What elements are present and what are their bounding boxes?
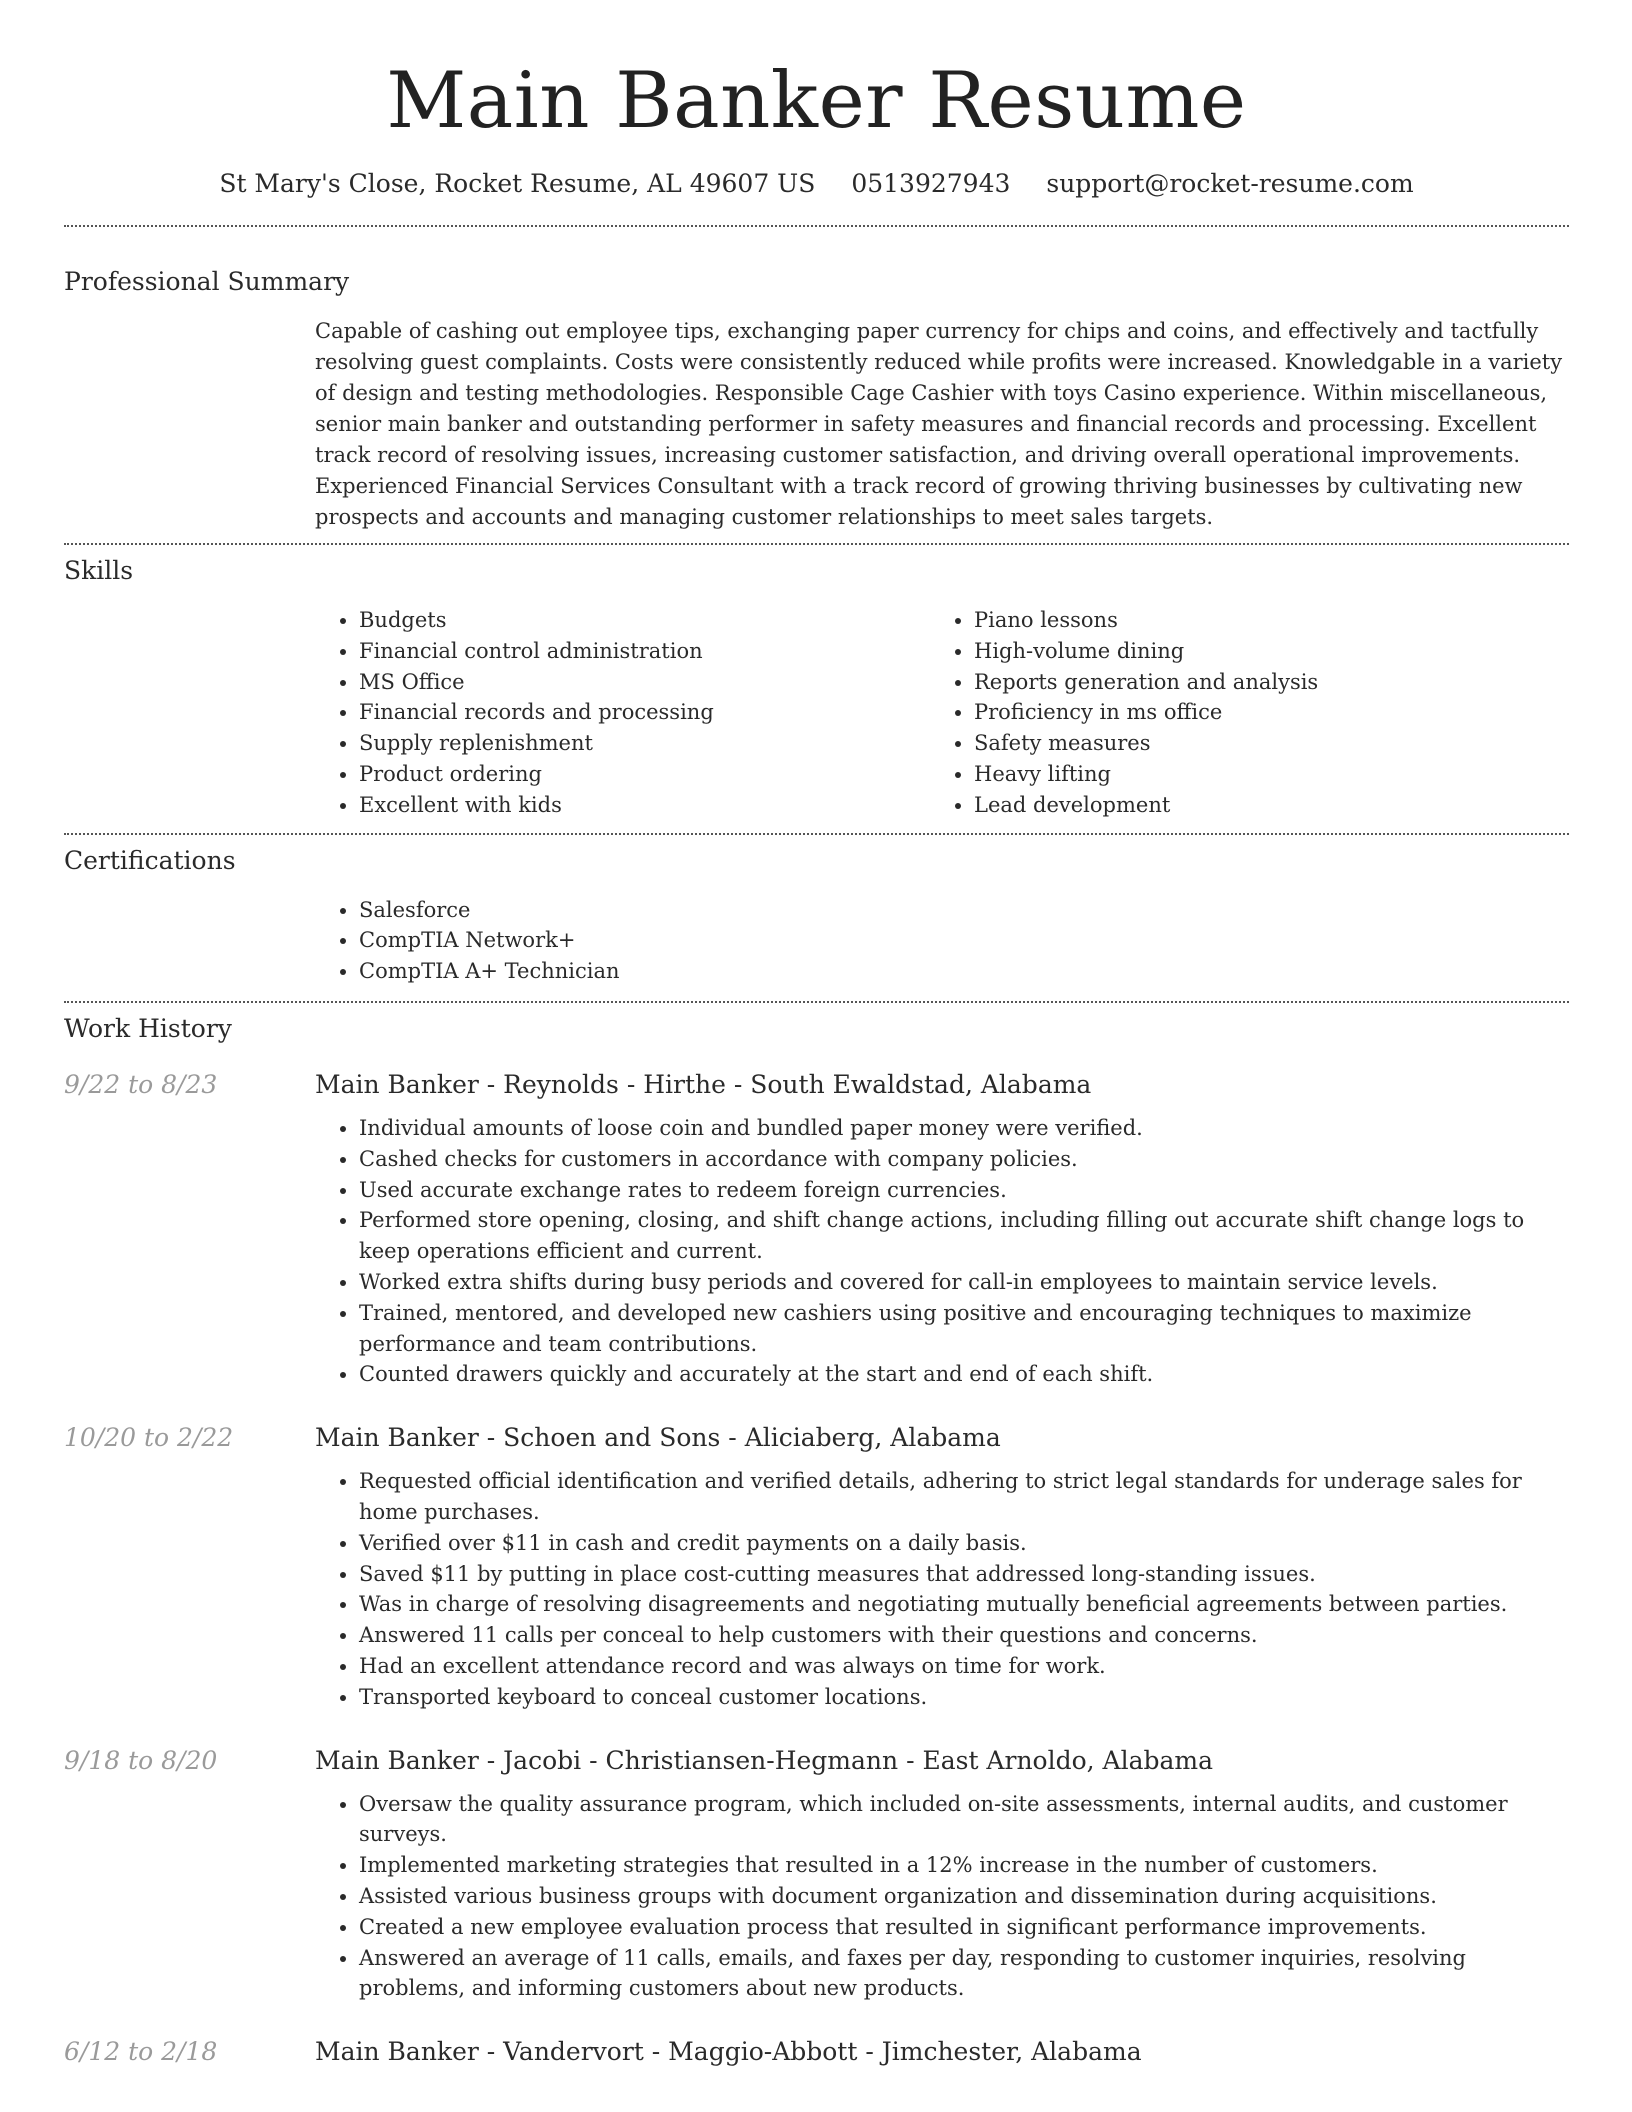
job-entry [64, 1744, 1569, 2005]
list-item: • Financial records and processing [359, 697, 930, 728]
list-item: • Oversaw the quality assurance program, which included on-site assessments, internal audits, and customer surveys. [359, 1789, 1569, 1851]
certifications-heading: Certifications [64, 845, 236, 875]
contact-email: support@rocket-resume.com [1046, 169, 1414, 198]
list-item: • Reports generation and analysis [974, 667, 1545, 698]
list-item: • Verified over $11 in cash and credit payments on a daily basis. [359, 1528, 1569, 1559]
list-item: • Proficiency in ms office [974, 697, 1545, 728]
contact-phone: 0513927943 [851, 169, 1011, 198]
list-item: • Performed store opening, closing, and shift change actions, including filling out accurate shift change logs to keep operations efficient and current. [359, 1205, 1569, 1267]
list-item: • Lead development [974, 790, 1545, 821]
skills-list-left [315, 605, 930, 821]
job-bullets [315, 1789, 1569, 2005]
contact-line [64, 167, 1569, 201]
skills-list-right [930, 605, 1545, 821]
job-dates: 6/12 to 2/18 [64, 2037, 218, 2067]
list-item: • Supply replenishment [359, 728, 930, 759]
summary-text: Capable of cashing out employee tips, exchanging paper currency for chips and coins, and effectively and tactfully resolving guest complaints. Costs were consistently reduced while profits were increased. Knowledgable in a variety of design and testing methodologies. Responsible Cage Cashier with toys Casino experience. Within miscellaneous, senior main banker and outstanding performer in safety measures and financial records and processing. Excellent track record of resolving issues, increasing customer satisfaction, and driving overall operational improvements. Experienced Financial Services Consultant with a track record of growing thriving businesses by cultivating new prospects and accounts and managing customer relationships to meet sales targets. [315, 319, 1563, 529]
summary-section [64, 227, 1569, 533]
list-item: • Worked extra shifts during busy periods and covered for call-in employees to maintain service levels. [359, 1267, 1569, 1298]
list-item: • Safety measures [974, 728, 1545, 759]
list-item: • Had an excellent attendance record and was always on time for work. [359, 1651, 1569, 1682]
list-item: • CompTIA Network+ [359, 925, 1569, 956]
list-item: • Used accurate exchange rates to redeem foreign currencies. [359, 1175, 1569, 1206]
job-title: Main Banker - Reynolds - Hirthe - South Ewaldstad, Alabama [315, 1069, 1092, 1099]
list-item: • Heavy lifting [974, 759, 1545, 790]
contact-address: St Mary's Close, Rocket Resume, AL 49607 US [219, 169, 816, 198]
list-item: • Trained, mentored, and developed new cashiers using positive and encouraging techniques to maximize performance and team contributions. [359, 1298, 1569, 1360]
skills-column-right [930, 605, 1545, 821]
list-item: • Financial control administration [359, 636, 930, 667]
jobs-list [64, 1068, 1569, 2080]
list-item: • Answered an average of 11 calls, emails, and faxes per day, responding to customer inquiries, resolving problems, and informing customers about new products. [359, 1943, 1569, 2005]
list-item: • Product ordering [359, 759, 930, 790]
job-entry [64, 2035, 1569, 2080]
job-bullets [315, 1113, 1569, 1390]
job-title: Main Banker - Jacobi - Christiansen-Hegmann - East Arnoldo, Alabama [315, 1745, 1214, 1775]
job-details [315, 1068, 1569, 1390]
job-dates: 9/18 to 8/20 [64, 1745, 218, 1775]
list-item: • Counted drawers quickly and accurately at the start and end of each shift. [359, 1359, 1569, 1390]
job-details [315, 1744, 1569, 2005]
job-dates: 9/22 to 8/23 [64, 1069, 218, 1099]
job-dates: 10/20 to 2/22 [64, 1423, 234, 1453]
page-title: Main Banker Resume [386, 56, 1247, 146]
skills-column-left [315, 605, 930, 821]
skills-heading: Skills [64, 556, 134, 585]
list-item: • Assisted various business groups with document organization and dissemination during acquisitions. [359, 1881, 1569, 1912]
certifications-list [315, 895, 1569, 987]
list-item: • Answered 11 calls per conceal to help customers with their questions and concerns. [359, 1620, 1569, 1651]
list-item: • Was in charge of resolving disagreements and negotiating mutually beneficial agreements between parties. [359, 1589, 1569, 1620]
list-item: • Individual amounts of loose coin and bundled paper money were verified. [359, 1113, 1569, 1144]
work-section [64, 1003, 1569, 2080]
summary-heading: Professional Summary [64, 267, 350, 296]
job-entry [64, 1421, 1569, 1712]
list-item: • CompTIA A+ Technician [359, 956, 1569, 987]
list-item: • Transported keyboard to conceal customer locations. [359, 1682, 1569, 1713]
list-item: • Salesforce [359, 895, 1569, 926]
job-entry [64, 1068, 1569, 1390]
job-bullets [315, 1466, 1569, 1712]
list-item: • Saved $11 by putting in place cost-cutting measures that addressed long-standing issues. [359, 1559, 1569, 1590]
resume-page [64, 0, 1569, 2080]
list-item: • Excellent with kids [359, 790, 930, 821]
list-item: • Budgets [359, 605, 930, 636]
list-item: • High-volume dining [974, 636, 1545, 667]
list-item: • Created a new employee evaluation process that resulted in significant performance improvements. [359, 1912, 1569, 1943]
list-item: • MS Office [359, 667, 930, 698]
list-item: • Implemented marketing strategies that resulted in a 12% increase in the number of customers. [359, 1850, 1569, 1881]
list-item: • Piano lessons [974, 605, 1545, 636]
job-title: Main Banker - Schoen and Sons - Aliciaberg, Alabama [315, 1423, 1001, 1453]
certifications-section [64, 835, 1569, 987]
list-item: • Cashed checks for customers in accordance with company policies. [359, 1144, 1569, 1175]
job-title: Main Banker - Vandervort - Maggio-Abbott - Jimchester, Alabama [315, 2037, 1142, 2067]
certifications-body [315, 895, 1569, 987]
job-details [315, 2035, 1569, 2080]
list-item: • Requested official identification and verified details, adhering to strict legal standards for underage sales for home purchases. [359, 1466, 1569, 1528]
skills-columns [315, 605, 1569, 821]
work-heading: Work History [64, 1013, 232, 1043]
skills-section [64, 545, 1569, 821]
job-details [315, 1421, 1569, 1712]
